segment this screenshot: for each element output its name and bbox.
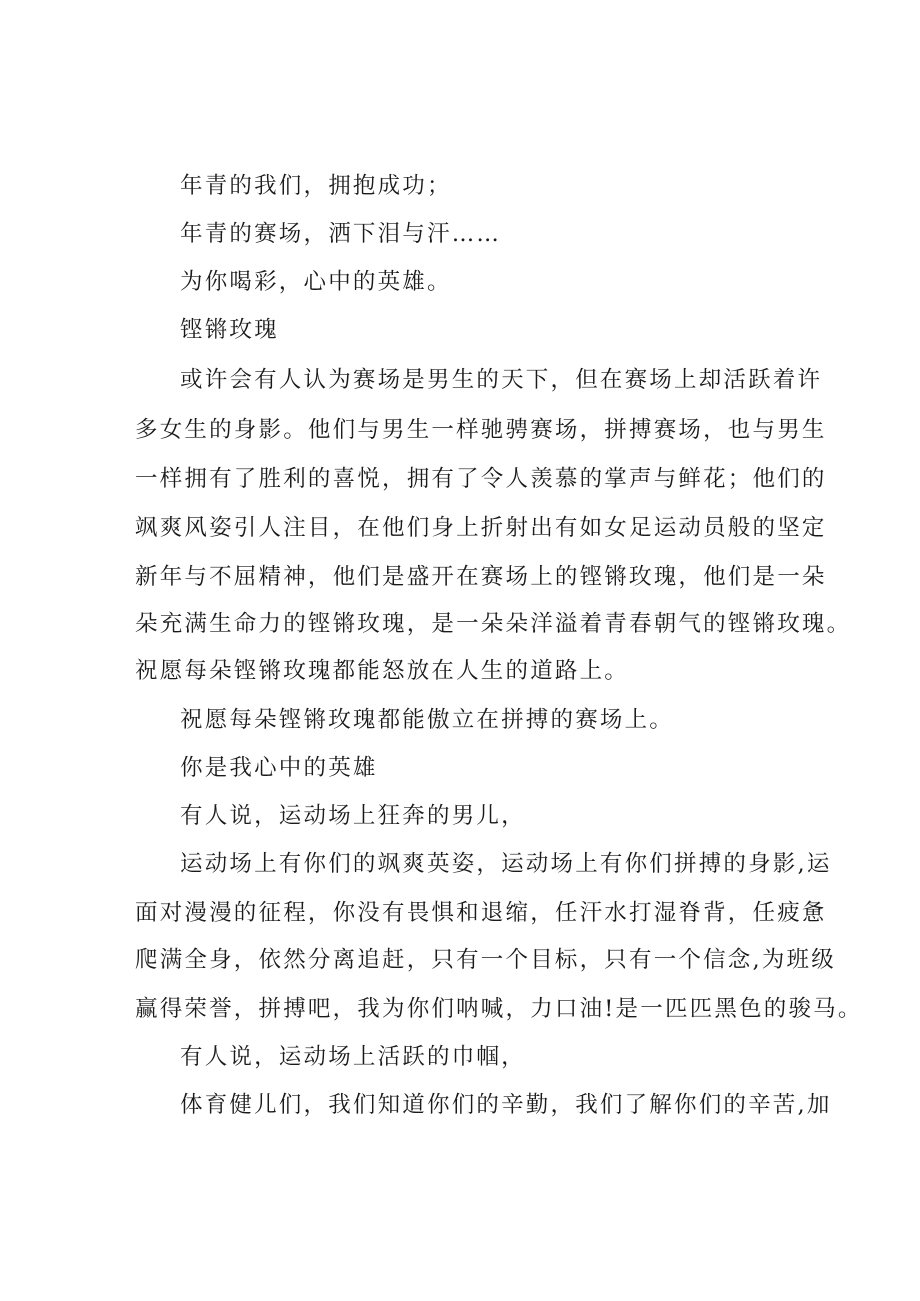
section-heading: 铿锵玫瑰 (180, 317, 279, 343)
text-line: 年青的赛场，洒下泪与汗…… (180, 221, 502, 247)
text-line: 赢得荣誉，拼搏吧，我为你们呐喊，力口油!是一匹匹黑色的骏马。 (135, 996, 863, 1022)
text-line: 有人说，运动场上活跃的巾帼， (180, 1044, 526, 1070)
text-line: 新年与不屈精神，他们是盛开在赛场上的铿锵玫瑰，他们是一朵 (135, 564, 827, 590)
text-line: 体育健儿们，我们知道你们的辛勤，我们了解你们的辛苦,加 (180, 1092, 832, 1118)
text-line: 祝愿每朵铿锵玫瑰都能怒放在人生的道路上。 (135, 658, 630, 684)
text-line: 为你喝彩，心中的英雄。 (180, 269, 452, 295)
text-line: 运动场上有你们的飒爽英姿，运动场上有你们拼搏的身影,运 (180, 851, 832, 877)
text-line: 或许会有人认为赛场是男生的天下，但在赛场上却活跃着许 (180, 367, 823, 393)
text-line: 有人说，运动场上狂奔的男儿， (180, 803, 526, 829)
section-heading: 你是我心中的英雄 (180, 755, 378, 781)
text-line: 一样拥有了胜利的喜悦，拥有了令人羡慕的掌声与鲜花；他们的 (135, 466, 827, 492)
text-line: 爬满全身，依然分离追赶，只有一个目标，只有一个信念,为班级 (135, 947, 836, 973)
text-line: 年青的我们，拥抱成功； (180, 173, 452, 199)
text-line: 朵充满生命力的铿锵玫瑰，是一朵朵洋溢着青春朝气的铿锵玫瑰。 (135, 611, 852, 637)
text-line: 面对漫漫的征程，你没有畏惧和退缩，任汗水打湿脊背，任疲惫 (135, 900, 827, 926)
text-line: 祝愿每朵铿锵玫瑰都能傲立在拼搏的赛场上。 (180, 707, 675, 733)
text-line: 飒爽风姿引人注目，在他们身上折射出有如女足运动员般的坚定 (135, 515, 827, 541)
text-line: 多女生的身影。他们与男生一样驰骋赛场，拼搏赛场，也与男生 (135, 417, 827, 443)
